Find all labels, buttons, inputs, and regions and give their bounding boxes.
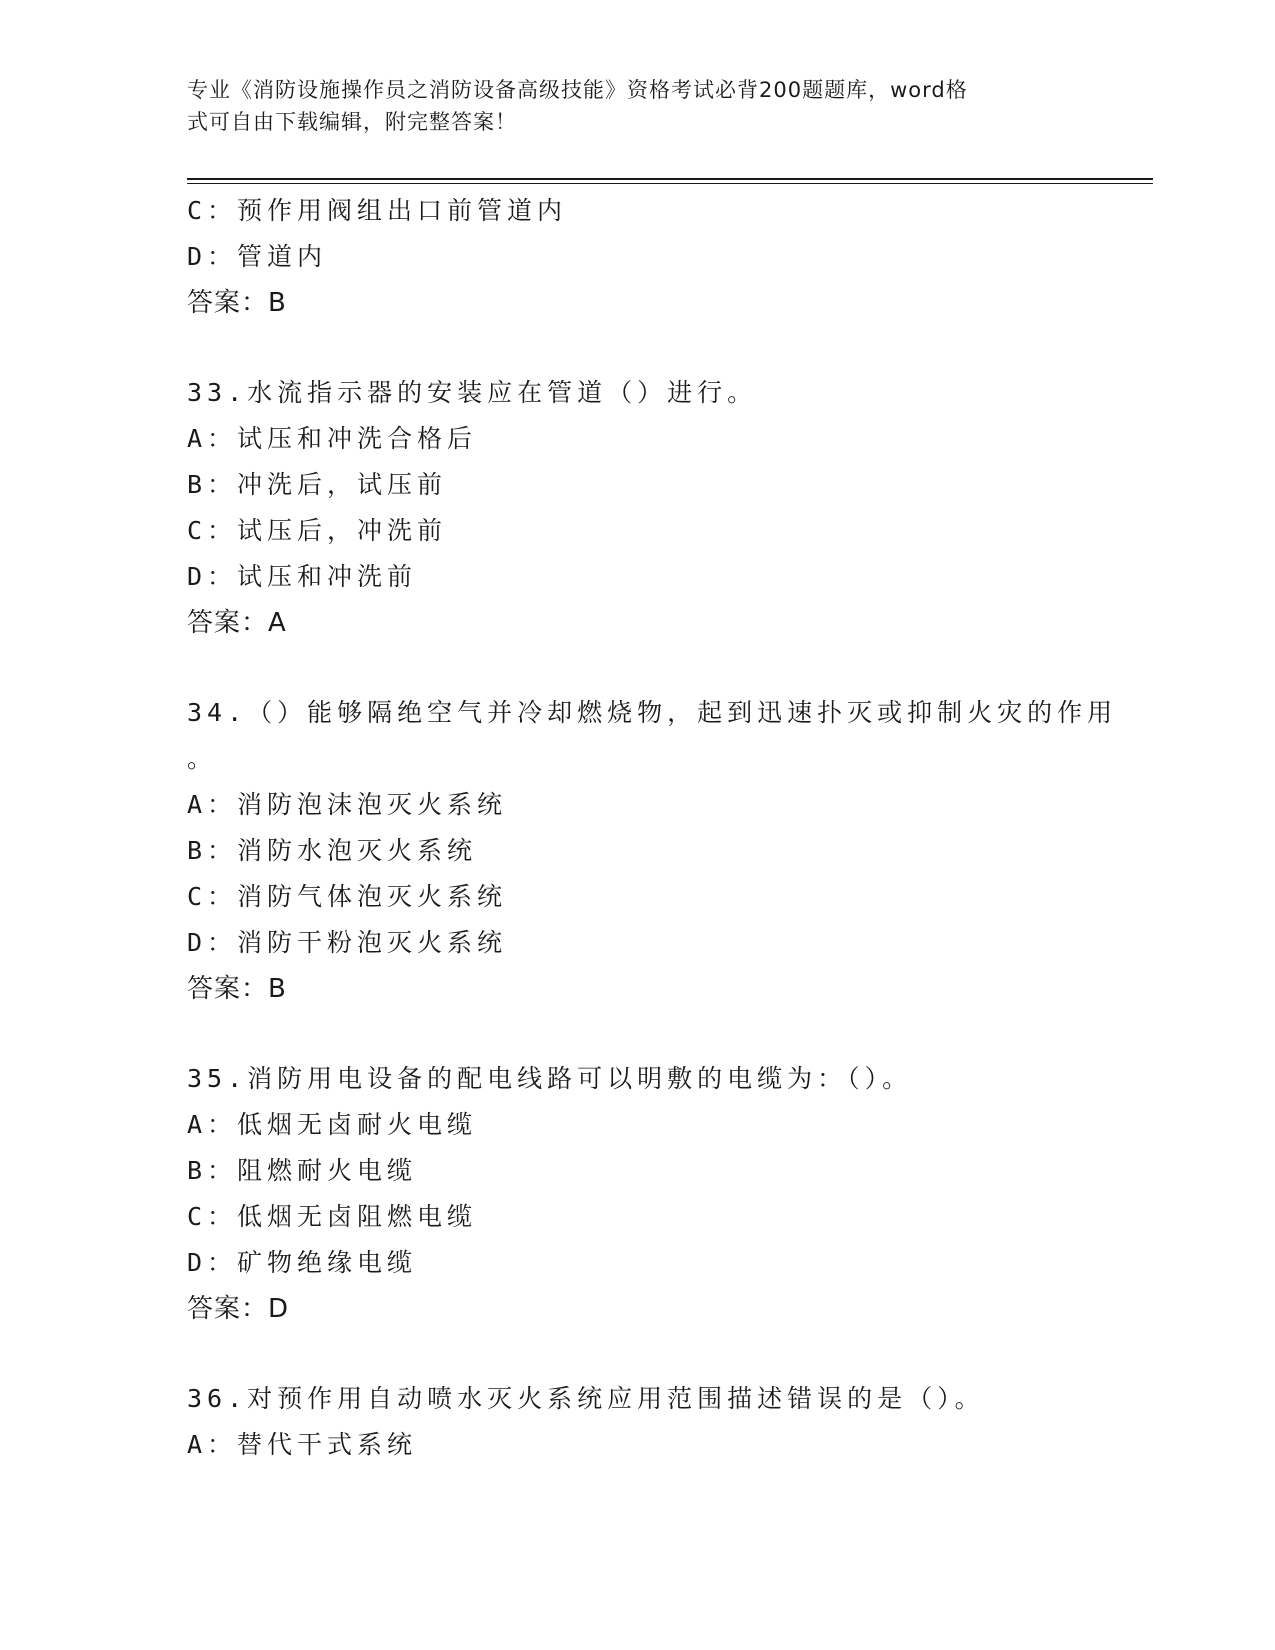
option-c: C：预作用阀组出口前管道内: [187, 196, 568, 225]
answer-line: 答案：B: [187, 974, 287, 1004]
document-header: [187, 74, 1087, 138]
header-line-2: 式可自由下载编辑，附完整答案！: [187, 110, 517, 134]
option-b: B：阻燃耐火电缆: [187, 1156, 418, 1185]
header-line-1: 专业《消防设施操作员之消防设备高级技能》资格考试必背200题题库，word格: [187, 78, 968, 102]
option-a: A：消防泡沫泡灭火系统: [187, 790, 508, 819]
answer-line: 答案：D: [187, 1294, 290, 1324]
option-c: C：试压后，冲洗前: [187, 516, 448, 545]
question-fragment: [187, 188, 1127, 326]
option-b: B：消防水泡灭火系统: [187, 836, 478, 865]
question-list: [187, 188, 1127, 1468]
option-d: D：试压和冲洗前: [187, 562, 418, 591]
answer-line: 答案：A: [187, 608, 287, 638]
answer-line: 答案：B: [187, 288, 287, 318]
header-divider-thick: [187, 178, 1153, 180]
option-d: D：管道内: [187, 242, 328, 271]
option-a: A：低烟无卤耐火电缆: [187, 1110, 478, 1139]
question-item: [187, 1056, 1127, 1332]
option-b: B：冲洗后，试压前: [187, 470, 448, 499]
question-item: [187, 1376, 1127, 1468]
option-a: A：试压和冲洗合格后: [187, 424, 478, 453]
option-c: C：消防气体泡灭火系统: [187, 882, 508, 911]
question-stem: 34.（）能够隔绝空气并冷却燃烧物，起到迅速扑灭或抑制火灾的作用: [187, 698, 1118, 727]
question-item: [187, 690, 1127, 1012]
option-a: A：替代干式系统: [187, 1430, 418, 1459]
option-d: D：消防干粉泡灭火系统: [187, 928, 508, 957]
question-stem: 33.水流指示器的安装应在管道（）进行。: [187, 378, 758, 407]
header-divider-thin: [187, 183, 1153, 184]
question-item: [187, 370, 1127, 646]
option-d: D：矿物绝缘电缆: [187, 1248, 418, 1277]
question-stem: 36.对预作用自动喷水灭火系统应用范围描述错误的是（）。: [187, 1384, 985, 1413]
option-c: C：低烟无卤阻燃电缆: [187, 1202, 478, 1231]
question-stem-continuation: 。: [187, 744, 218, 773]
question-stem: 35.消防用电设备的配电线路可以明敷的电缆为：（）。: [187, 1064, 913, 1093]
